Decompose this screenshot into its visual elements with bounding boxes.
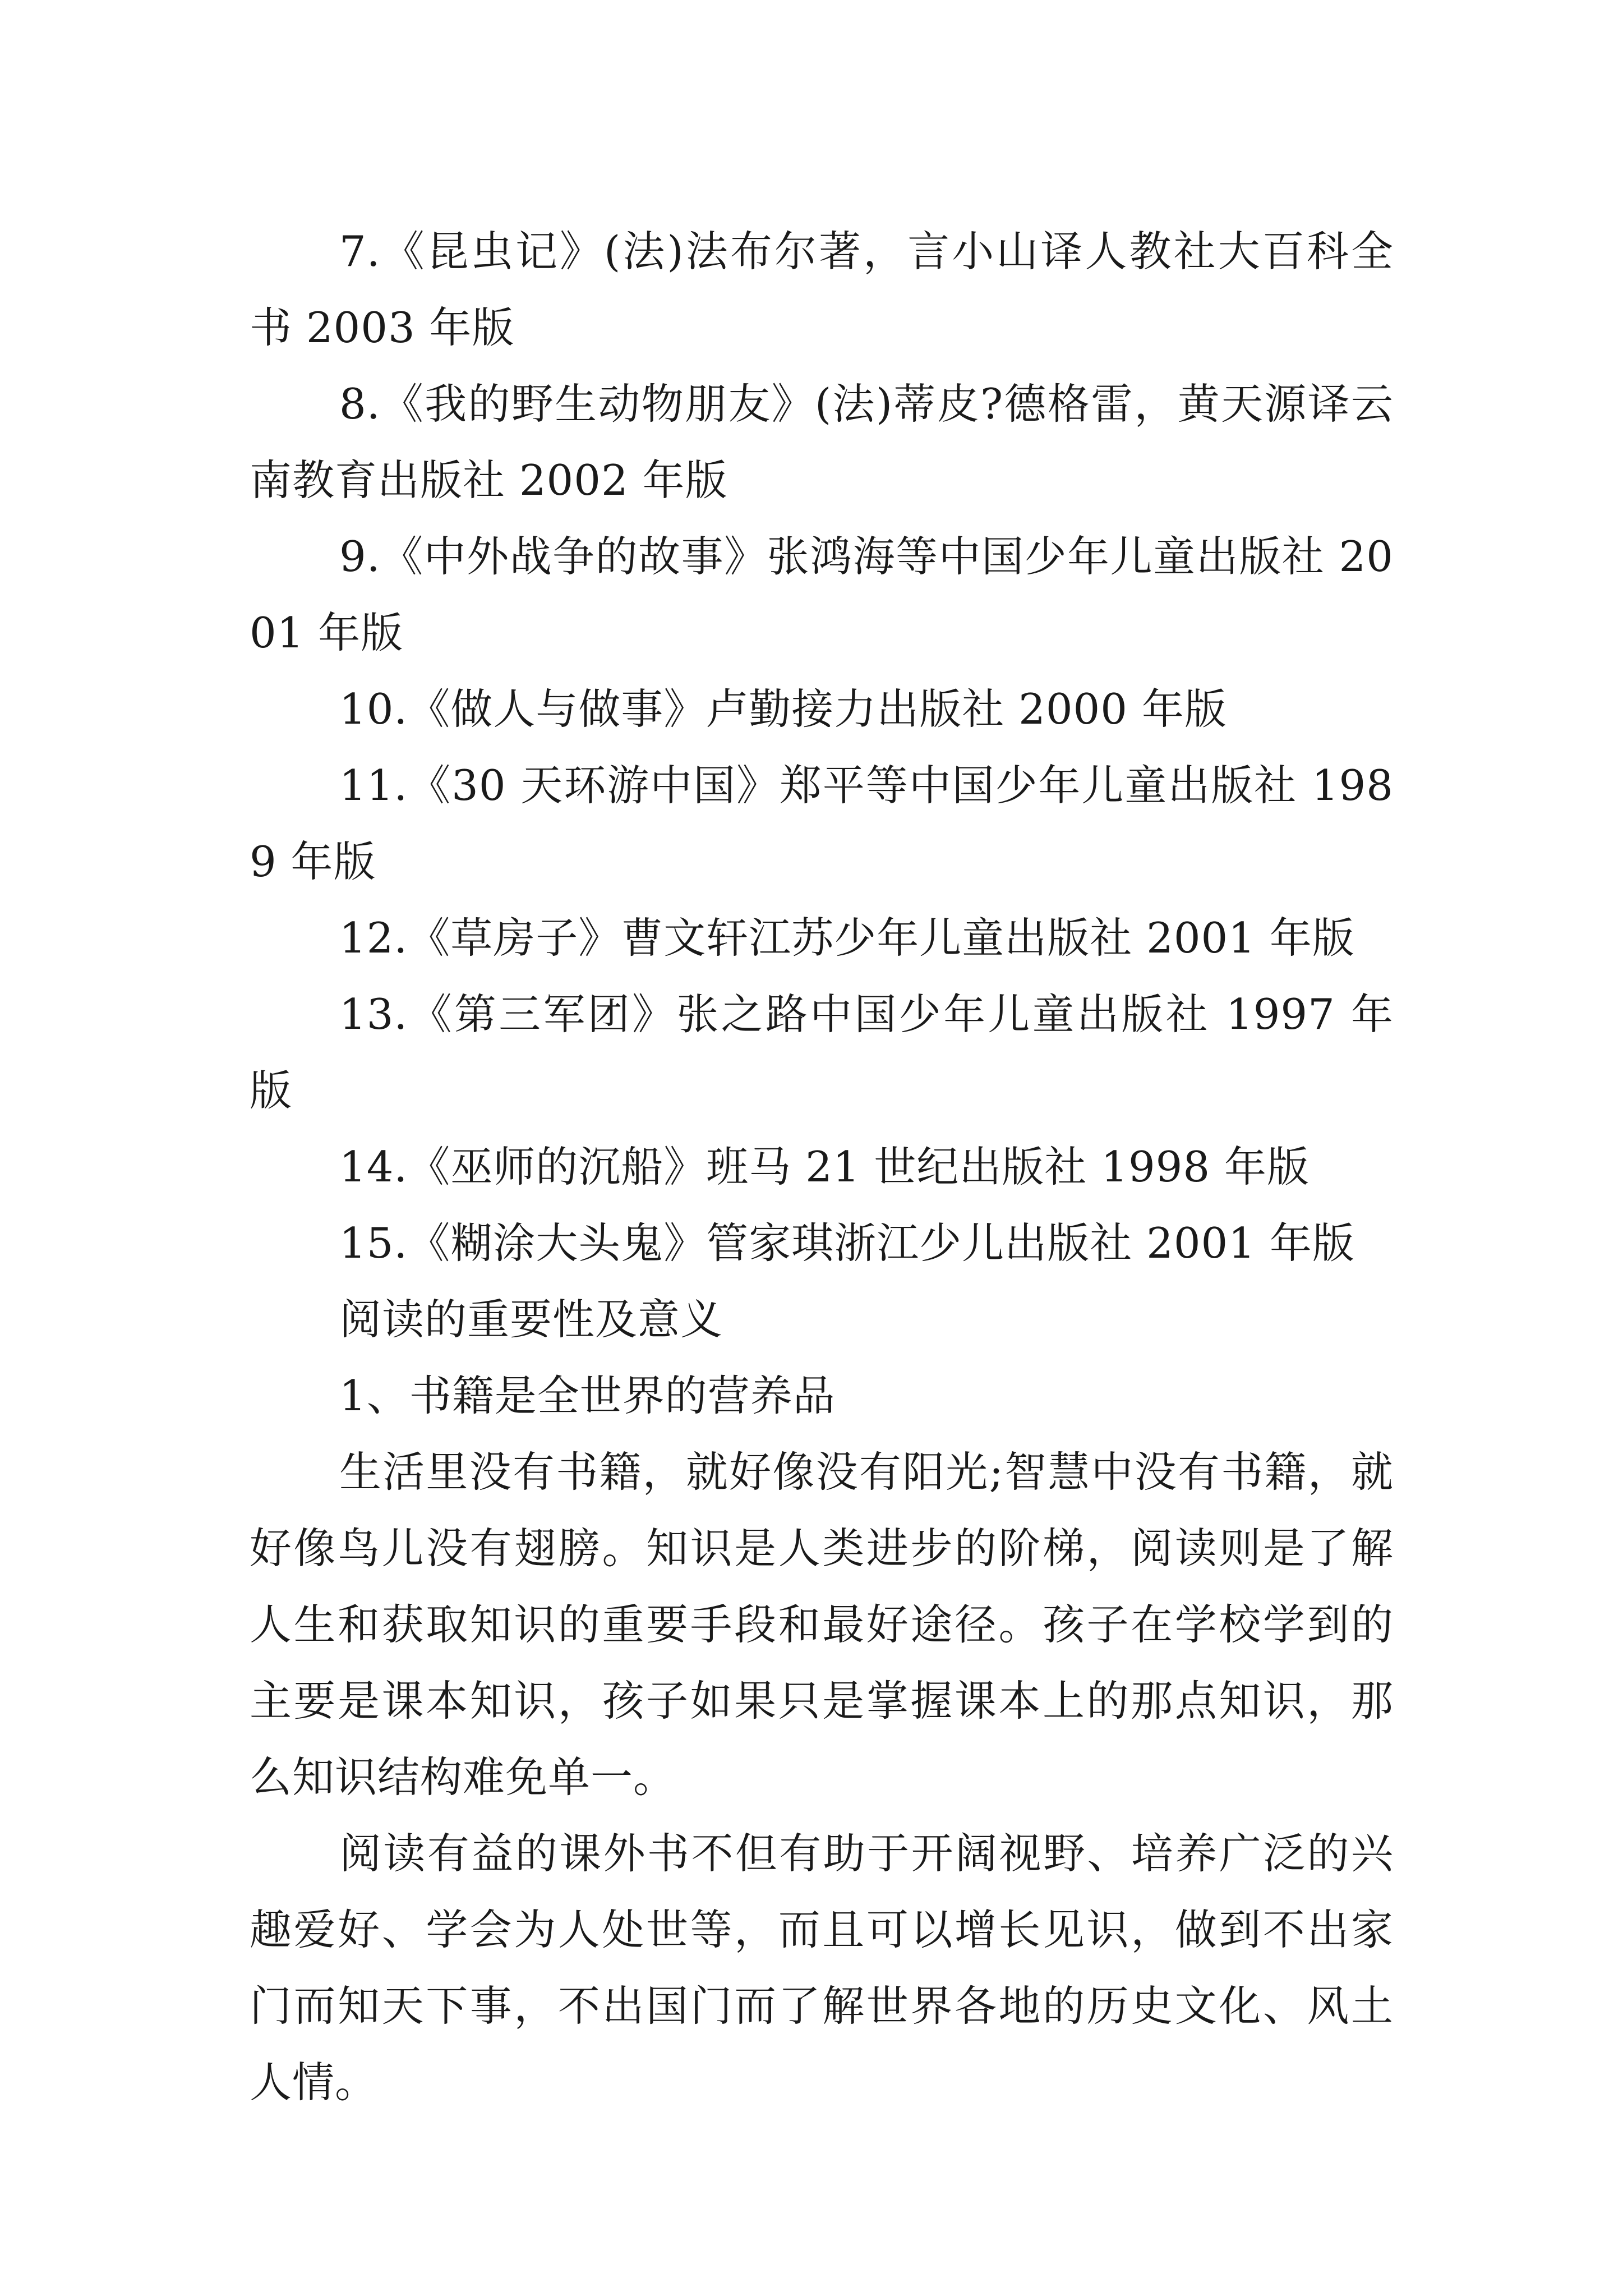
book-list-item: 7.《昆虫记》(法)法布尔著，言小山译人教社大百科全书 2003 年版: [250, 227, 1394, 352]
book-list-item: 13.《第三军团》张之路中国少年儿童出版社 1997 年版: [250, 990, 1394, 1115]
book-list-item: 9.《中外战争的故事》张鸿海等中国少年儿童出版社 2001 年版: [250, 532, 1394, 657]
section-heading: 阅读的重要性及意义: [339, 1295, 723, 1344]
body-paragraph: 生活里没有书籍，就好像没有阳光;智慧中没有书籍，就好像鸟儿没有翅膀。知识是人类进步的阶梯，阅读则是了解人生和获取知识的重要手段和最好途径。孩子在学校学到的主要是课本知识，孩子如果只是掌握课本上的那点知识，那么知识结构难免单一。: [250, 1447, 1394, 1802]
subsection-heading: 1、书籍是全世界的营养品: [339, 1371, 836, 1420]
book-list-item: 11.《30 天环游中国》郑平等中国少年儿童出版社 1989 年版: [250, 761, 1394, 886]
document-body: [250, 213, 1394, 2120]
book-list-item: 12.《草房子》曹文轩江苏少年儿童出版社 2001 年版: [339, 913, 1355, 963]
body-paragraph: 阅读有益的课外书不但有助于开阔视野、培养广泛的兴趣爱好、学会为人处世等，而且可以增长见识，做到不出家门而知天下事，不出国门而了解世界各地的历史文化、风土人情。: [250, 1829, 1394, 2107]
book-list-item: 14.《巫师的沉船》班马 21 世纪出版社 1998 年版: [339, 1142, 1310, 1191]
book-list-item: 15.《糊涂大头鬼》管家琪浙江少儿出版社 2001 年版: [339, 1218, 1355, 1268]
book-list-item: 10.《做人与做事》卢勤接力出版社 2000 年版: [339, 684, 1227, 734]
book-list-item: 8.《我的野生动物朋友》(法)蒂皮?德格雷，黄天源译云南教育出版社 2002 年版: [250, 379, 1394, 505]
